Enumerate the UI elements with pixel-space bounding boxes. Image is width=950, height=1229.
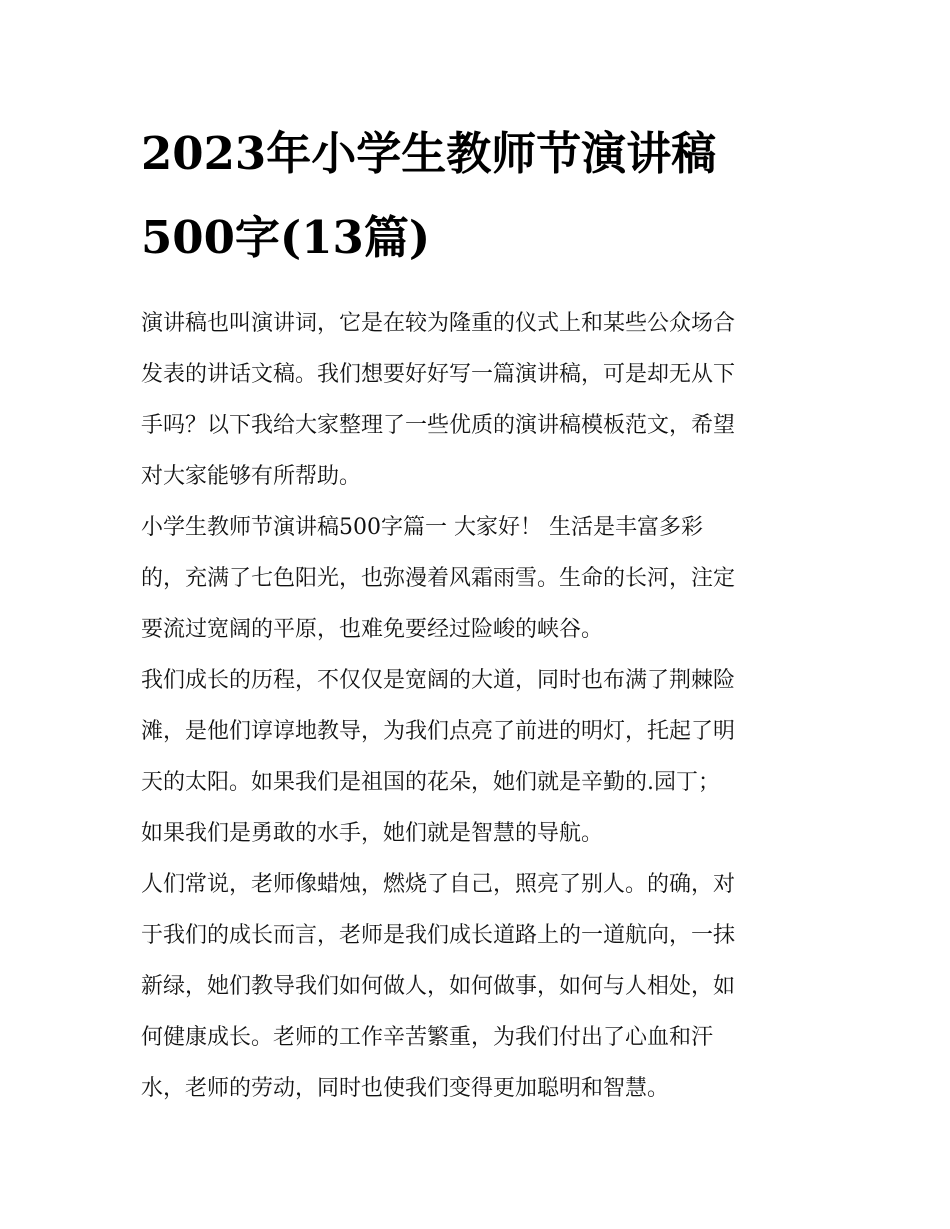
text-line: 滩，是他们谆谆地教导，为我们点亮了前进的明灯，托起了明 — [141, 719, 736, 744]
text-line: 如果我们是勇敢的水手，她们就是智慧的导航。 — [141, 821, 604, 846]
text-line: 何健康成长。老师的工作辛苦繁重，为我们付出了心血和汗 — [141, 1025, 714, 1050]
paragraph-teacher-candle — [141, 859, 813, 1114]
text-line: 发表的讲话文稿。我们想要好好写一篇演讲稿，可是却无从下 — [141, 362, 736, 387]
text-line: 的，充满了七色阳光，也弥漫着风霜雨雪。生命的长河，注定 — [141, 566, 736, 591]
text-line: 我们成长的历程，不仅仅是宽阔的大道，同时也布满了荆棘险 — [141, 668, 736, 693]
text-line: 要流过宽阔的平原，也难免要经过险峻的峡谷。 — [141, 617, 604, 642]
text-line: 对大家能够有所帮助。 — [141, 464, 362, 489]
text-line: 小学生教师节演讲稿500字篇一 大家好！ 生活是丰富多彩 — [141, 515, 703, 540]
title-line: 500字(13篇) — [141, 211, 431, 264]
document-page — [141, 112, 813, 1114]
text-line: 于我们的成长而言，老师是我们成长道路上的一道航向，一抹 — [141, 923, 736, 948]
document-body — [141, 298, 813, 1114]
text-line: 手吗？以下我给大家整理了一些优质的演讲稿模板范文，希望 — [141, 413, 736, 438]
paragraph-intro — [141, 298, 813, 502]
title-line: 2023年小学生教师节演讲稿 — [141, 127, 717, 180]
text-line: 人们常说，老师像蜡烛，燃烧了自己，照亮了别人。的确，对 — [141, 872, 736, 897]
text-line: 水，老师的劳动，同时也使我们变得更加聪明和智慧。 — [141, 1076, 670, 1101]
document-title — [141, 112, 813, 280]
text-line: 新绿，她们教导我们如何做人，如何做事，如何与人相处，如 — [141, 974, 736, 999]
paragraph-speech-opening — [141, 502, 813, 655]
text-line: 天的太阳。如果我们是祖国的花朵，她们就是辛勤的.园丁； — [141, 770, 720, 795]
text-line: 演讲稿也叫演讲词，它是在较为隆重的仪式上和某些公众场合 — [141, 311, 736, 336]
paragraph-growth — [141, 655, 813, 859]
